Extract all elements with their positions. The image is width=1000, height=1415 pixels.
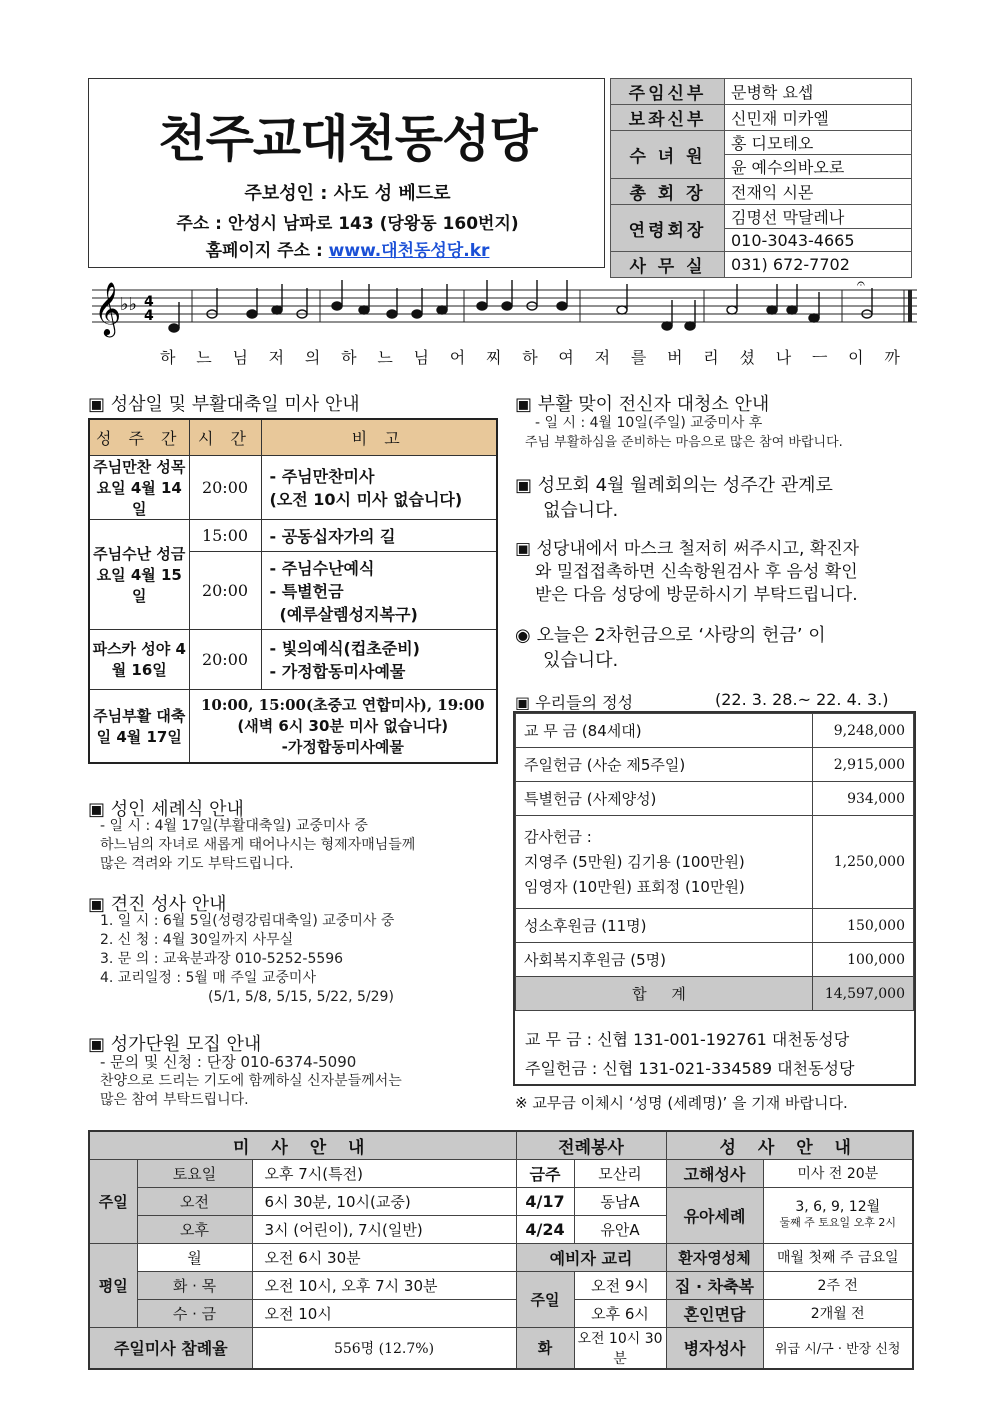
text-easter_mass-r2-note3: - 특별헌금 bbox=[269, 581, 344, 601]
text-easter_mass-r4-day: 주님부활 대축일 4월 17일 bbox=[89, 689, 189, 763]
text-offering-rows2-0-value: 150,000 bbox=[813, 909, 914, 943]
text-easter_mass-r1-note1: - 주님만찬미사 bbox=[269, 467, 375, 486]
text-easter_mass-col1: 성 주 간 bbox=[89, 419, 189, 455]
text-easter_mass-r2-note2: - 주님수난예식 bbox=[269, 558, 375, 578]
text-bottom-cat_day2: 화 bbox=[516, 1327, 574, 1369]
text-easter_mass-r2-time2: 20:00 bbox=[189, 551, 261, 629]
confirmation-heading: ▣ 견진 성사 안내 bbox=[88, 890, 227, 916]
text-bottom-attend_label: 주일미사 참례율 bbox=[89, 1327, 252, 1369]
text-confirmation-l1: 1. 일 시 : 6월 5일(성령강림대축일) 교중미사 중 bbox=[100, 913, 395, 929]
text-bottom-s-5-1: 위급 시/구 · 반장 신청 bbox=[763, 1327, 913, 1369]
text-offering-rows-2-sub: (사제양성) bbox=[586, 790, 657, 808]
schedule-table bbox=[88, 1130, 914, 1370]
text-offering-thanks-l1: 지영주 (5만원) 김기용 (100만원) bbox=[524, 852, 745, 871]
text-offering-heading: 우리들의 정성 bbox=[535, 693, 634, 712]
text-bottom-lit-0-1: 모산리 bbox=[574, 1159, 666, 1187]
staff-role: 보좌신부 bbox=[611, 105, 725, 131]
staff-name: 신민재 미카엘 bbox=[725, 105, 912, 131]
staff-role: 연령회장 bbox=[611, 205, 725, 252]
text-bottom-m-0-0: 토요일 bbox=[137, 1159, 252, 1187]
text-bottom-s-1-1: 3, 6, 9, 12월 bbox=[795, 1199, 881, 1215]
text-lyrics-0: 하 bbox=[160, 348, 176, 367]
text-offering-rows-1-sub: (사순 제5주일) bbox=[586, 756, 686, 774]
text-offering-rows-1-label: 주일헌금 bbox=[524, 756, 582, 774]
text-easter_mass-col2: 시 간 bbox=[189, 419, 261, 455]
text-notice2-l3: 받은 다음 성당에 방문하시기 부탁드립니다. bbox=[535, 585, 858, 605]
staff-name: 문병학 요셉 bbox=[725, 79, 912, 105]
text-lyrics-10: 하 bbox=[522, 348, 538, 367]
text-bottom-s-5-0: 병자성사 bbox=[666, 1327, 763, 1369]
text-easter_mass-col3: 비 고 bbox=[261, 419, 497, 455]
text-bottom-s-4-1: 2개월 전 bbox=[763, 1299, 913, 1327]
text-easter_mass-r1-note2: (오전 10시 미사 없습니다) bbox=[269, 490, 463, 509]
text-bottom-sacr_title: 성 사 안 내 bbox=[666, 1131, 913, 1159]
text-bottom-s-1-0: 유아세례 bbox=[666, 1187, 763, 1243]
text-lyrics-3: 저 bbox=[268, 348, 285, 367]
text-offering-rows2-1-sub: (5명) bbox=[630, 951, 666, 969]
text-offering-thanks-label: 감사헌금 : bbox=[524, 827, 592, 846]
patron-saint: 주보성인 : 사도 성 베드로 bbox=[244, 183, 451, 204]
offering-table bbox=[515, 713, 914, 1011]
text-lyrics-20: 까 bbox=[884, 348, 900, 367]
text-offering-rows2-0-sub: (11명) bbox=[601, 917, 647, 935]
text-lyrics-9: 찌 bbox=[485, 348, 502, 367]
staff-name: 김명선 막달레나 bbox=[725, 205, 912, 229]
text-notice3-l1: 오늘은 2차헌금으로 ‘사랑의 헌금’ 이 bbox=[536, 625, 826, 646]
text-bottom-m-4-1: 오전 10시, 오후 7시 30분 bbox=[252, 1271, 516, 1299]
text-easter_mass-r4-line3: -가정합동미사예물 bbox=[281, 738, 404, 757]
homepage bbox=[89, 236, 606, 261]
text-bottom-lit-2-0: 4/24 bbox=[516, 1215, 574, 1243]
text-lyrics-16: 셨 bbox=[739, 348, 755, 367]
cleaning-heading: ▣ 부활 맞이 전신자 대청소 안내 bbox=[515, 390, 769, 416]
text-notice2-l1: 성당내에서 마스크 철저히 써주시고, 확진자 bbox=[536, 539, 860, 559]
text-bottom-lit-2-1: 유안A bbox=[574, 1215, 666, 1243]
text-offering-rows-1-value: 2,915,000 bbox=[813, 748, 914, 782]
easter-mass-heading: ▣ 성삼일 및 부활대축일 미사 안내 bbox=[88, 390, 360, 416]
baptism-body bbox=[100, 817, 500, 874]
text-offering-rows-0-sub: (84세대) bbox=[581, 722, 642, 740]
text-bottom-m-2-0: 오후 bbox=[137, 1215, 252, 1243]
staff-table bbox=[610, 78, 912, 278]
text-confirmation-l5: (5/1, 5/8, 5/15, 5/22, 5/29) bbox=[208, 989, 394, 1005]
svg-text:4: 4 bbox=[144, 308, 154, 324]
text-easter_mass-r4-line2: (새벽 6시 30분 미사 없습니다) bbox=[237, 717, 449, 736]
text-easter_mass-r3-note1: - 빛의예식(컵초준비) bbox=[269, 639, 420, 658]
lyrics bbox=[160, 345, 900, 368]
text-easter_mass-r3-time: 20:00 bbox=[189, 629, 261, 689]
text-easter_mass-r3-note2: - 가정합동미사예물 bbox=[269, 662, 406, 681]
confirmation-body bbox=[100, 912, 500, 1007]
text-easter_mass-r2-note4: (예루살렘성지복구) bbox=[279, 604, 418, 624]
text-offering-rows2-0-label: 성소후원금 bbox=[524, 917, 597, 935]
text-easter_mass-r2-note1: - 공동십자가의 길 bbox=[261, 519, 497, 551]
text-bottom-attend_value: 556명 (12.7%) bbox=[252, 1327, 516, 1369]
staff-role: 사 무 실 bbox=[611, 252, 725, 278]
notice-women: ▣ 성모회 4월 월례회의는 성주간 관계로 없습니다. bbox=[515, 473, 920, 523]
svg-text:4: 4 bbox=[144, 294, 154, 310]
office-phone: 031) 672-7702 bbox=[725, 252, 912, 278]
text-bottom-m-3-1: 오전 6시 30분 bbox=[252, 1243, 516, 1271]
text-cleaning-l1: - 일 시 : 4월 10일(주일) 교중미사 후 bbox=[535, 415, 763, 431]
text-bottom-s-4-0: 혼인면담 bbox=[666, 1299, 763, 1327]
text-bottom-s-1-2: 둘째 주 토요일 오후 2시 bbox=[779, 1216, 897, 1229]
text-lyrics-2: 님 bbox=[232, 348, 248, 367]
text-offering-thanks-value: 1,250,000 bbox=[813, 816, 914, 909]
text-easter_mass-r1-day: 주님만찬 성목요일 4월 14일 bbox=[89, 455, 189, 519]
text-notice1-l1: 성모회 4월 월례회의는 성주간 관계로 bbox=[537, 475, 833, 496]
text-offering-thanks-l2: 임영자 (10만원) 표회정 (10만원) bbox=[524, 877, 745, 896]
text-bottom-cat_title: 예비자 교리 bbox=[516, 1243, 666, 1271]
text-offering-rows-2-label: 특별헌금 bbox=[524, 790, 582, 808]
text-offering-acct1: 교 무 금 : 신협 131-001-192761 대천동성당 bbox=[525, 1030, 850, 1049]
text-bottom-s-0-0: 고해성사 bbox=[666, 1159, 763, 1187]
choir-heading: ▣ 성가단원 모집 안내 bbox=[88, 1030, 261, 1056]
text-lyrics-5: 하 bbox=[341, 348, 357, 367]
text-bottom-m-2-1: 3시 (어린이), 7시(일반) bbox=[252, 1215, 516, 1243]
text-lyrics-7: 님 bbox=[413, 348, 429, 367]
staff-role: 주임신부 bbox=[611, 79, 725, 105]
text-lyrics-6: 느 bbox=[377, 348, 393, 367]
text-confirmation-l3: 3. 문 의 : 교육분과장 010-5252-5596 bbox=[100, 951, 344, 967]
text-offering-rows2-1-label: 사회복지후원금 bbox=[524, 951, 626, 969]
baptism-heading: ▣ 성인 세례식 안내 bbox=[88, 795, 244, 821]
text-bottom-cat2: 오후 6시 bbox=[574, 1299, 666, 1327]
text-choir-l2: 찬양으로 드리는 기도에 함께하실 신자분들께서는 bbox=[100, 1073, 402, 1089]
text-notice3-l2: 있습니다. bbox=[543, 650, 619, 671]
text-offering-rows2-1-value: 100,000 bbox=[813, 943, 914, 977]
parish-title: 천주교대천동성당 bbox=[158, 110, 537, 168]
text-lyrics-8: 어 bbox=[449, 348, 466, 367]
text-header-homepage_label: 홈페이지 주소 : bbox=[205, 241, 329, 261]
text-choir-l3: 많은 참여 부탁드립니다. bbox=[100, 1092, 249, 1108]
treble-clef-icon: 𝄞 bbox=[94, 281, 122, 335]
text-confirmation-l2: 2. 신 청 : 4월 30일까지 사무실 bbox=[100, 932, 294, 948]
text-bottom-mass_title: 미 사 안 내 bbox=[89, 1131, 516, 1159]
text-lyrics-14: 버 bbox=[667, 348, 683, 367]
text-choir-l1: - 문의 및 신청 : 단장 010-6374-5090 bbox=[100, 1053, 357, 1071]
offering-total-label: 합 계 bbox=[516, 977, 813, 1011]
text-bottom-m-1-1: 6시 30분, 10시(교중) bbox=[252, 1187, 516, 1215]
text-lyrics-12: 저 bbox=[594, 348, 611, 367]
text-offering-rows-0-value: 9,248,000 bbox=[813, 714, 914, 748]
text-notice2-l2: 와 밀접접촉하면 신속항원검사 후 음성 확인 bbox=[535, 562, 858, 582]
text-lyrics-1: 느 bbox=[196, 348, 212, 367]
text-bottom-s-2-0: 환자영성체 bbox=[666, 1243, 763, 1271]
bank-accounts bbox=[525, 1025, 854, 1083]
text-easter_mass-r4-line1: 10:00, 15:00(초중고 연합미사), 19:00 bbox=[200, 696, 485, 715]
text-bottom-s-0-1: 미사 전 20분 bbox=[763, 1159, 913, 1187]
svg-text:♭♭: ♭♭ bbox=[120, 294, 137, 315]
text-offering-period: (22. 3. 28.~ 22. 4. 3.) bbox=[715, 690, 889, 709]
text-bottom-m-3-0: 월 bbox=[137, 1243, 252, 1271]
choir-body bbox=[100, 1053, 500, 1110]
staff-phone: 010-3043-4665 bbox=[725, 229, 912, 252]
text-easter_mass-r1-time: 20:00 bbox=[189, 455, 261, 519]
text-lyrics-19: 이 bbox=[848, 348, 864, 367]
text-cleaning-l2: 주님 부활하심을 준비하는 마음으로 많은 참여 바랍니다. bbox=[525, 435, 843, 450]
text-lyrics-17: 나 bbox=[775, 348, 792, 367]
cleaning-body bbox=[525, 414, 920, 452]
staff-role: 총 회 장 bbox=[611, 179, 725, 205]
text-bottom-sunday: 주일 bbox=[89, 1159, 137, 1243]
text-easter_mass-r2-day: 주님수난 성금요일 4월 15일 bbox=[89, 519, 189, 629]
notice-offering: ◉ 오늘은 2차헌금으로 ‘사랑의 헌금’ 이 있습니다. bbox=[515, 623, 920, 673]
text-bottom-m-1-0: 오전 bbox=[137, 1187, 252, 1215]
offering-note: ※ 교무금 이체시 ‘성명 (세례명)’ 을 기재 바랍니다. bbox=[515, 1094, 848, 1112]
homepage-link[interactable]: www.대천동성당.kr bbox=[328, 241, 490, 261]
staff-name: 윤 예수의바오로 bbox=[725, 155, 912, 179]
text-bottom-cat1: 오전 9시 bbox=[574, 1271, 666, 1299]
text-bottom-cat_day: 주일 bbox=[516, 1271, 574, 1327]
text-confirmation-l4: 4. 교리일정 : 5월 매 주일 교중미사 bbox=[100, 970, 316, 986]
text-offering-rows-2-value: 934,000 bbox=[813, 782, 914, 816]
text-bottom-lit-1-0: 4/17 bbox=[516, 1187, 574, 1215]
text-baptism-l2: 하느님의 자녀로 새롭게 태어나시는 형제자매님들께 bbox=[100, 837, 416, 853]
text-bottom-m-5-1: 오전 10시 bbox=[252, 1299, 516, 1327]
text-lyrics-4: 의 bbox=[304, 348, 321, 367]
offering-total-value: 14,597,000 bbox=[813, 977, 914, 1011]
text-easter_mass-r3-day: 파스카 성야 4월 16일 bbox=[89, 629, 189, 689]
text-bottom-s-3-0: 집 · 차축복 bbox=[666, 1271, 763, 1299]
text-bottom-lit-1-1: 동남A bbox=[574, 1187, 666, 1215]
text-bottom-lit-0-0: 금주 bbox=[516, 1159, 574, 1187]
easter-mass-table bbox=[88, 418, 498, 764]
text-lyrics-11: 여 bbox=[558, 348, 574, 367]
text-lyrics-15: 리 bbox=[703, 348, 719, 367]
text-baptism-l1: - 일 시 : 4월 17일(부활대축일) 교중미사 중 bbox=[100, 818, 368, 834]
text-offering-rows-0-label: 교 무 금 bbox=[524, 722, 578, 740]
text-baptism-l3: 많은 격려와 기도 부탁드립니다. bbox=[100, 856, 294, 872]
text-offering-acct2: 주일헌금 : 신협 131-021-334589 대천동성당 bbox=[525, 1059, 855, 1078]
text-easter_mass-r2-time1: 15:00 bbox=[189, 519, 261, 551]
staff-name: 홍 디모테오 bbox=[725, 131, 912, 155]
text-bottom-liturgy_title: 전례봉사 bbox=[516, 1131, 666, 1159]
text-notice1-l2: 없습니다. bbox=[543, 500, 619, 521]
text-bottom-m-4-0: 화 · 목 bbox=[137, 1271, 252, 1299]
address: 주소 : 안성시 남파로 143 (당왕동 160번지) bbox=[176, 214, 519, 234]
staff-name: 전재익 시몬 bbox=[725, 179, 912, 205]
text-bottom-s-3-1: 2주 전 bbox=[763, 1271, 913, 1299]
svg-text:𝄐: 𝄐 bbox=[857, 280, 865, 292]
notice-mask: ▣ 성당내에서 마스크 철저히 써주시고, 확진자 와 밀접접촉하면 신속항원검사 후 음성 확인 받은 다음 성당에 방문하시기 부탁드립니다. bbox=[515, 538, 920, 607]
masthead bbox=[88, 78, 605, 268]
text-lyrics-18: ㅡ bbox=[811, 348, 828, 367]
text-bottom-cat3: 오전 10시 30분 bbox=[574, 1327, 666, 1369]
text-bottom-m-0-1: 오후 7시(특전) bbox=[252, 1159, 516, 1187]
offering-heading: ▣ 우리들의 정성 (22. 3. 28.~ 22. 4. 3.) bbox=[515, 690, 889, 712]
staff-role: 수 녀 원 bbox=[611, 131, 725, 179]
text-lyrics-13: 를 bbox=[630, 348, 647, 367]
text-bottom-weekday: 평일 bbox=[89, 1243, 137, 1327]
text-bottom-s-2-1: 매월 첫째 주 금요일 bbox=[763, 1243, 913, 1271]
text-bottom-m-5-0: 수 · 금 bbox=[137, 1299, 252, 1327]
